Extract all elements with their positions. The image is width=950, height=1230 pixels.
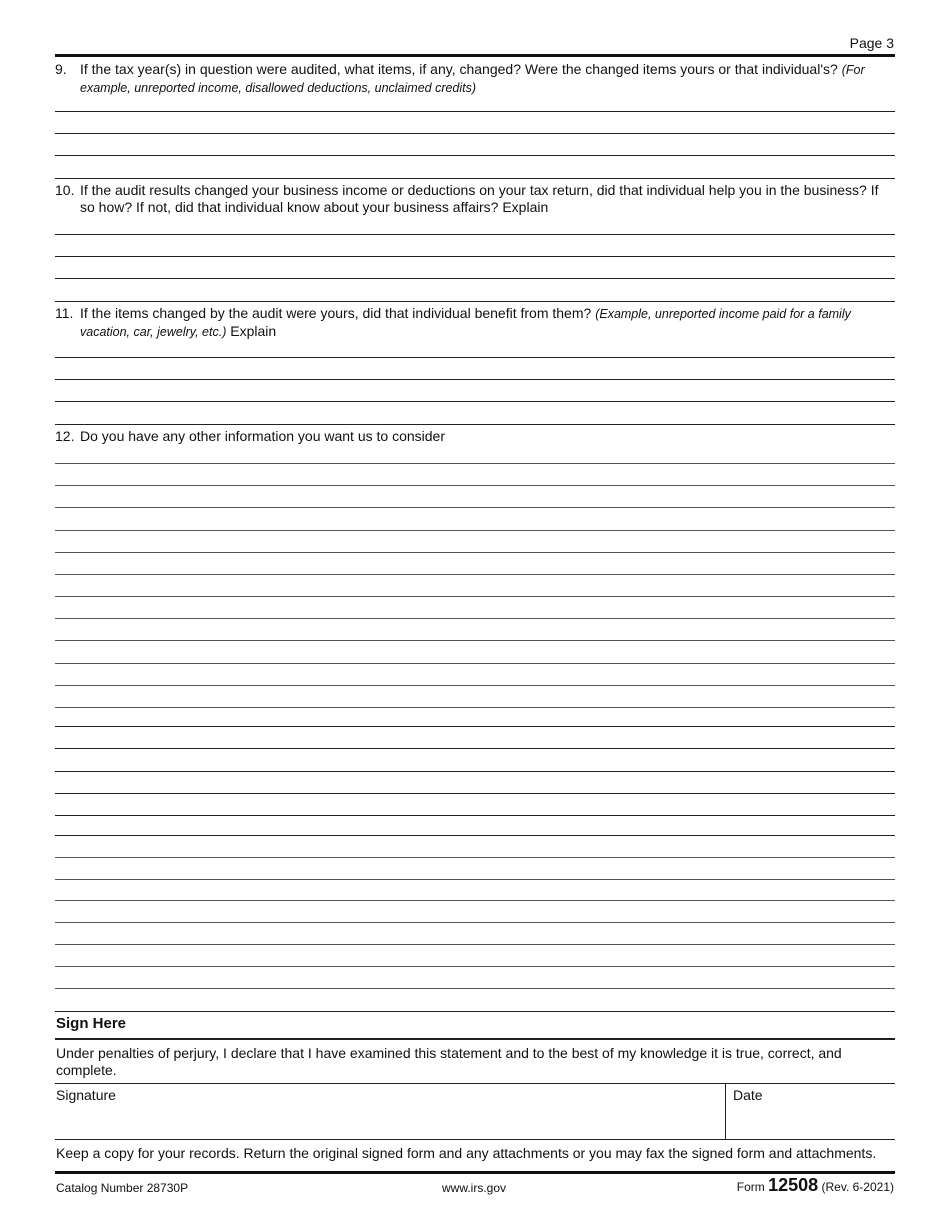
answer-line[interactable] [55, 485, 895, 486]
answer-line[interactable] [55, 463, 895, 464]
answer-line[interactable] [55, 900, 895, 901]
question-10-number: 10. [55, 182, 75, 198]
signature-box-bottom [55, 1139, 895, 1140]
form-number: 12508 [768, 1175, 819, 1195]
answer-line[interactable] [55, 835, 895, 836]
question-11-note: (Example, unreported income paid for a family vacation, car, jewelry, etc.) [80, 307, 851, 339]
question-9-number: 9. [55, 61, 67, 77]
answer-line[interactable] [55, 507, 895, 508]
question-10 [55, 182, 890, 216]
page-number: Page 3 [849, 35, 894, 51]
answer-line[interactable] [55, 966, 895, 967]
question-11-suffix: Explain [230, 323, 277, 339]
answer-line[interactable] [55, 133, 895, 134]
form-identifier [737, 1175, 894, 1196]
answer-line[interactable] [55, 707, 895, 708]
answer-line[interactable] [55, 726, 895, 727]
sign-rule [55, 1038, 895, 1040]
question-12-number: 12. [55, 428, 75, 444]
irs-website: www.irs.gov [442, 1181, 507, 1195]
keep-copy-notice: Keep a copy for your records. Return the original signed form and any attachments or you may fax the signed form and attachments. [56, 1145, 877, 1161]
answer-line[interactable] [55, 988, 895, 989]
form-revision: (Rev. 6-2021) [821, 1180, 894, 1194]
answer-line[interactable] [55, 574, 895, 575]
answer-line[interactable] [55, 278, 895, 279]
question-12 [55, 428, 890, 445]
question-9 [55, 61, 890, 97]
signature-date-divider [725, 1084, 726, 1140]
answer-line[interactable] [55, 357, 895, 358]
section-rule [55, 1011, 895, 1012]
question-10-text: If the audit results changed your business income or deductions on your tax return, did that individual help you in the business? If so how? If not, did that individual know about your business affairs? Explain [80, 182, 879, 215]
question-11-number: 11. [55, 305, 74, 321]
answer-line[interactable] [55, 530, 895, 531]
answer-line[interactable] [55, 793, 895, 794]
form-prefix: Form [736, 1180, 765, 1194]
answer-line[interactable] [55, 111, 895, 112]
answer-line[interactable] [55, 234, 895, 235]
answer-line[interactable] [55, 685, 895, 686]
answer-line[interactable] [55, 618, 895, 619]
signature-label: Signature [56, 1087, 116, 1103]
answer-line[interactable] [55, 640, 895, 641]
answer-line[interactable] [55, 301, 895, 302]
question-11-text: If the items changed by the audit were yours, did that individual benefit from them? [80, 305, 592, 321]
answer-line[interactable] [55, 424, 895, 425]
answer-line[interactable] [55, 922, 895, 923]
catalog-number: Catalog Number 28730P [56, 1181, 189, 1195]
answer-line[interactable] [55, 944, 895, 945]
answer-line[interactable] [55, 178, 895, 179]
answer-line[interactable] [55, 857, 895, 858]
answer-line[interactable] [55, 379, 895, 380]
answer-line[interactable] [55, 256, 895, 257]
answer-line[interactable] [55, 401, 895, 402]
answer-line[interactable] [55, 663, 895, 664]
signature-box-top [55, 1083, 895, 1084]
perjury-declaration: Under penalties of perjury, I declare that I have examined this statement and to the best of my knowledge it is true, correct, and complete. [56, 1045, 842, 1078]
question-12-text: Do you have any other information you want us to consider [80, 428, 445, 444]
answer-line[interactable] [55, 155, 895, 156]
answer-line[interactable] [55, 552, 895, 553]
answer-line[interactable] [55, 748, 895, 749]
sign-here-heading: Sign Here [56, 1015, 127, 1032]
footer-rule [55, 1171, 895, 1174]
top-rule [55, 54, 895, 57]
answer-line[interactable] [55, 771, 895, 772]
answer-line[interactable] [55, 815, 895, 816]
question-9-text: If the tax year(s) in question were audited, what items, if any, changed? Were the changed items yours or that individual's? [80, 61, 838, 77]
answer-line[interactable] [55, 879, 895, 880]
answer-line[interactable] [55, 596, 895, 597]
date-label: Date [733, 1087, 763, 1103]
question-9-note: (For example, unreported income, disallowed deductions, unclaimed credits) [80, 63, 865, 95]
question-11 [55, 305, 890, 341]
